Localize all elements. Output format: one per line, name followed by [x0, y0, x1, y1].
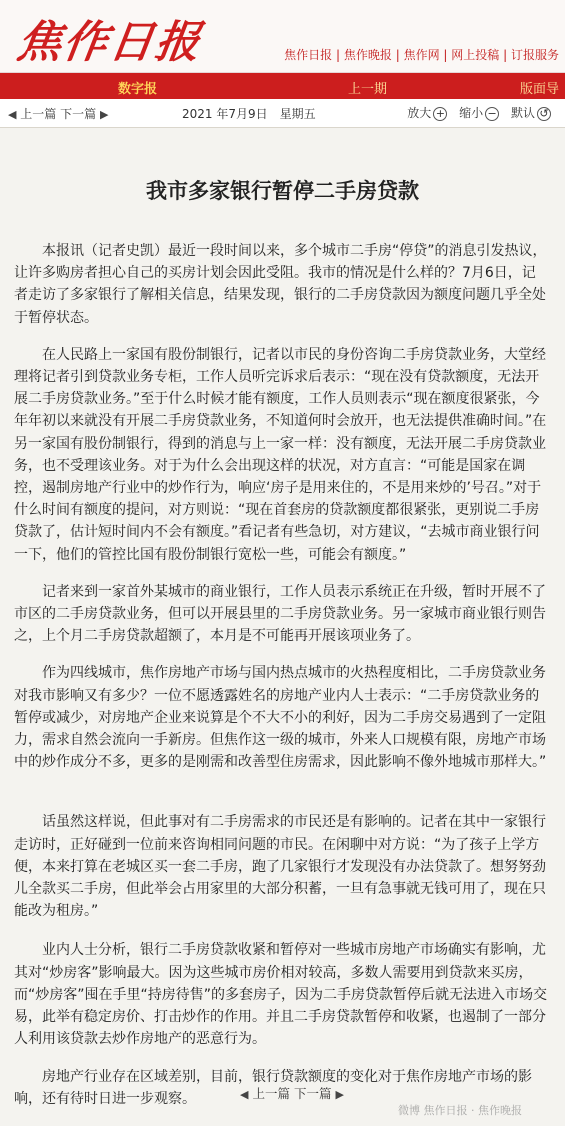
- article-paragraph: 话虽然这样说，但此事对有二手房需求的市民还是有影响的。记者在其中一家银行走访时，正好碰到一位前来咨询相同问题的市民。在闲聊中对方说：“为了孩子上学方便，本来打算在老城区买一套二手房，跑了几家银行才发现没有办法贷款了。想努努劲儿全款买二手房，但此举会占用家里的大部分积蓄，一旦有急事就无钱可用了，现在只能改为租房。”: [14, 814, 546, 920]
- digital-edition-label[interactable]: 数字报: [118, 82, 158, 97]
- zoom-out-label[interactable]: 缩小: [459, 106, 484, 120]
- top-link-submit[interactable]: 网上投稿: [451, 48, 500, 62]
- top-links: 焦作日报 | 焦作晚报 | 焦作网 | 网上投稿 | 订报服务: [284, 48, 559, 62]
- footer-prev-link[interactable]: 上一篇: [252, 1086, 290, 1101]
- article-body: [14, 240, 548, 1110]
- article-paragraph: 作为四线城市，焦作房地产市场与国内热点城市的火热程度相比，二手房贷款业务对我市影响又有多少？一位不愿透露姓名的房地产业内人士表示：“二手房贷款业务的暂停或减少，对房地产企业来说算是个不大不小的利好，因为二手房交易遇到了一定阻力，需求自然会流向一手新房。但焦作这一级的城市，外来人口规模有限，房地产市场中的炒作成分不多，更多的是刚需和改善型住房需求，因此影响不像外地城市那样大。”: [14, 665, 547, 771]
- top-link-subscribe[interactable]: 订报服务: [510, 48, 559, 62]
- default-size-label[interactable]: 默认: [510, 106, 535, 120]
- article-paragraph: 本报讯（记者史凯）最近一段时间以来，多个城市二手房“停贷”的消息引发热议，让许多购房者担心自己的买房计划会因此受阻。我市的情况是什么样的？7月6日，记者走访了多家银行了解相关信息，结果发现，银行的二手房贷款因为额度问题几乎全处于暂停状态。: [14, 243, 547, 326]
- zoom-in-label[interactable]: 放大: [407, 106, 432, 120]
- footer-next-link[interactable]: 下一篇: [293, 1086, 332, 1101]
- left-arrow-icon: ◀: [8, 108, 17, 121]
- footer-nav: [240, 1084, 344, 1102]
- article-paragraph: 记者来到一家首外某城市的商业银行，工作人员表示系统正在升级，暂时开展不了市区的二手房贷款业务，但可以开展县里的二手房贷款业务。另一家城市商业银行则告之，上个月二手房贷款超额了，本月是不可能再开展该项业务了。: [14, 583, 546, 645]
- page-catalog-link[interactable]: 版面导: [520, 82, 560, 97]
- font-size-controls: [407, 104, 559, 121]
- left-arrow-icon: ◀: [240, 1088, 249, 1101]
- article-nav: [8, 105, 108, 122]
- weibo-watermark: 微博 焦作日报 · 焦作晚报: [398, 1104, 522, 1117]
- top-link-jiaozuo-evening[interactable]: 焦作晚报: [343, 48, 392, 62]
- article-paragraph: 业内人士分析，银行二手房贷款收紧和暂停对一些城市房地产市场确实有影响，尤其对“炒房客”影响最大。因为这些城市房价相对较高，多数人需要用到贷款来买房，而“炒房客”囤在手里“持房待售”的多套房子，因为二手房贷款暂停后就无法进入市场交易，此举有稳定房价、打击炒作的作用。并且二手房贷款暂停和收紧，也遏制了一部分人利用该贷款去炒作房地产的恶意行为。: [14, 942, 548, 1048]
- minus-icon[interactable]: −: [485, 107, 499, 121]
- prev-article-link[interactable]: 上一篇: [20, 107, 57, 121]
- article-title: 我市多家银行暂停二手房贷款: [146, 179, 419, 203]
- masthead: [0, 0, 565, 73]
- right-arrow-icon: ▶: [99, 108, 109, 121]
- reset-icon[interactable]: ↺: [537, 107, 551, 121]
- prev-edition-link[interactable]: 上一期: [348, 82, 388, 97]
- article-paragraph: 房地产行业存在区域差别，目前，银行贷款额度的变化对于焦作房地产市场的影响，还有待时日进一步观察。: [14, 1068, 532, 1107]
- issue-date: 2021 年7月9日 星期五: [182, 107, 316, 121]
- plus-icon[interactable]: +: [433, 107, 447, 121]
- article-toolbar: [0, 99, 565, 128]
- newspaper-logo[interactable]: 焦作日报: [13, 17, 205, 68]
- right-arrow-icon: ▶: [335, 1088, 344, 1101]
- next-article-link[interactable]: 下一篇: [60, 107, 97, 121]
- article-paragraph: 在人民路上一家国有股份制银行，记者以市民的身份咨询二手房贷款业务，大堂经理将记者引到贷款业务专柜，工作人员听完诉求后表示：“现在没有贷款额度，无法开展二手房贷款业务。”至于什么时候才能有额度，工作人员则表示“现在额度很紧张，今年年初以来就没有开展二手房贷款业务，不知道何时会放开，也无法提供准确时间。”在另一家国有股份制银行，得到的消息与上一家一样：没有额度，无法开展二手房贷款业务，也不受理该业务。对于为什么会出现这样的状况，对方直言：“可能是国家在调控，遏制房地产行业中的炒作行为，响应‘房子是用来住的，不是用来炒的’号召。”对于什么时间有额度的提问，对方则说：“现在首套房的贷款额度都很紧张，更别说二手房贷款了，估计短时间内不会有额度。”看记者有些急切，对方建议，“去城市商业银行问一下，他们的管控比国有股份制银行宽松一些，可能会有额度。”: [14, 346, 547, 563]
- edition-bar: [0, 73, 565, 99]
- top-link-jiaozuo-daily[interactable]: 焦作日报: [284, 48, 333, 62]
- top-link-jiaozuo-net[interactable]: 焦作网: [403, 48, 440, 62]
